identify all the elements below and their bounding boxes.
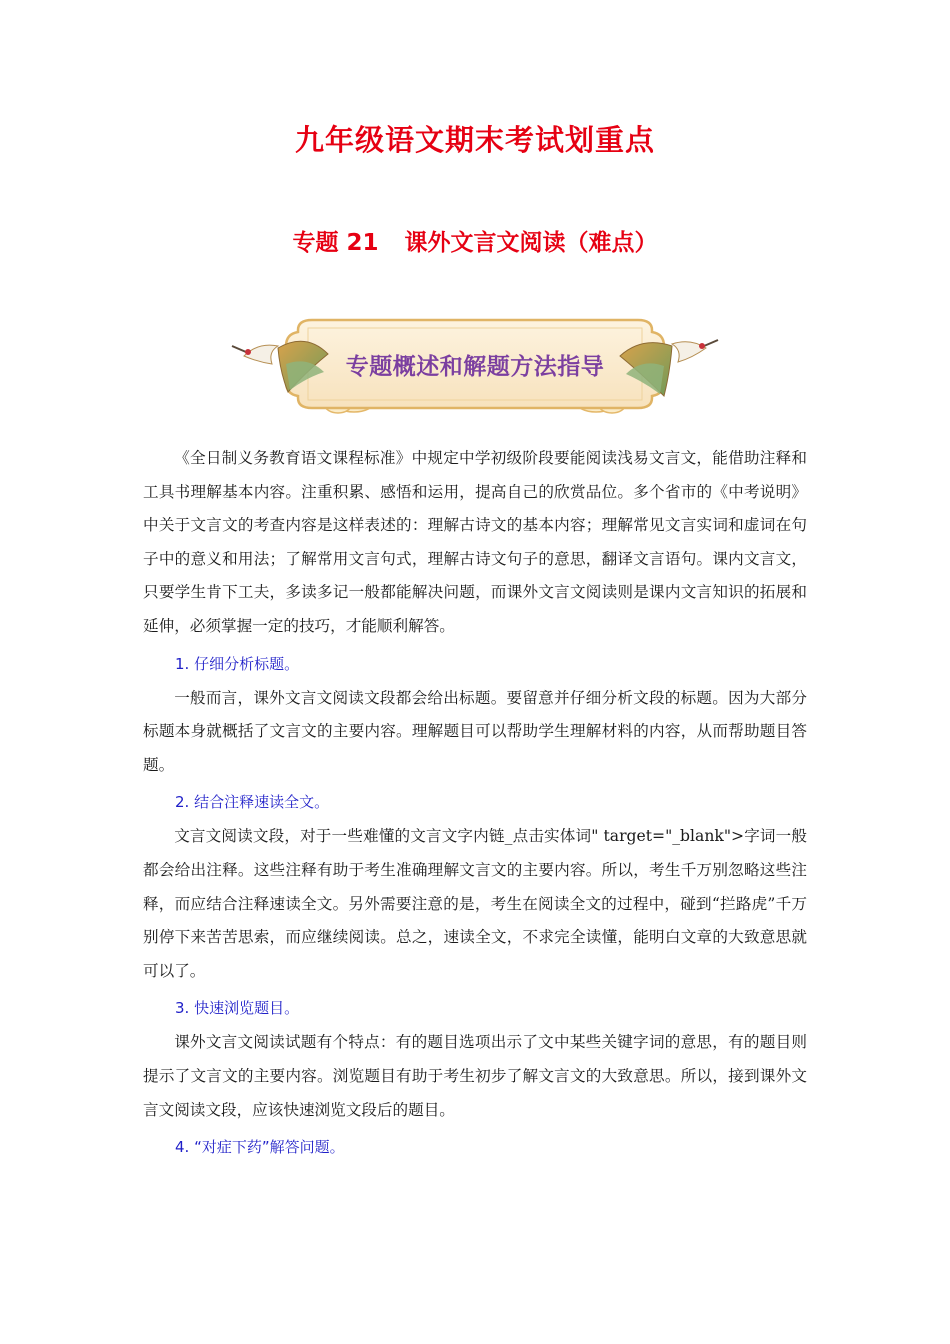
section-heading-3: 3. 快速浏览题目。: [175, 999, 300, 1018]
banner-title: 专题概述和解题方法指导: [345, 354, 605, 380]
intro-paragraph: 《全日制义务教育语文课程标准》中规定中学初级阶段要能阅读浅易文言文，能借助注释和工具书理解基本内容。注重积累、感悟和运用，提高自己的欣赏品位。多个省市的《中考说明》中关于文言文的考查内容是这样表述的：理解古诗文的基本内容；理解常见文言实词和虚词在句子中的意义和用法；了解常用文言句式，理解古诗文句子的意思，翻译文言语句。课内文言文，只要学生肯下工夫，多读多记一般都能解决问题，而课外文言文阅读则是课内文言知识的拓展和延伸，必须掌握一定的技巧，才能顺利解答。: [143, 449, 807, 635]
section-banner: [228, 312, 722, 416]
topic-name: 课外文言文阅读（难点）: [404, 230, 658, 256]
article-body: [143, 442, 807, 1165]
section-body-3: 课外文言文阅读试题有个特点：有的题目选项出示了文中某些关键字词的意思，有的题目则提示了文言文的主要内容。浏览题目有助于考生初步了解文言文的大致意思。所以，接到课外文言文阅读文段，应该快速浏览文段后的题目。: [143, 1033, 807, 1119]
page-title: 九年级语文期末考试划重点: [294, 123, 655, 157]
section-heading-2: 2. 结合注释速读全文。: [175, 793, 330, 812]
topic-number: 专题 21: [292, 230, 379, 256]
topic-subtitle: [0, 224, 950, 257]
section-heading-1: 1. 仔细分析标题。: [175, 654, 300, 673]
section-body-1: 一般而言，课外文言文阅读文段都会给出标题。要留意并仔细分析文段的标题。因为大部分标题本身就概括了文言文的主要内容。理解题目可以帮助学生理解材料的内容，从而帮助题目答题。: [143, 688, 807, 774]
section-heading-4: 4. “对症下药”解答问题。: [175, 1138, 345, 1157]
section-body-2: 文言文阅读文段，对于一些难懂的文言文字内链_点击实体词" target="_blank">字词一般都会给出注释。这些注释有助于考生准确理解文言文的主要内容。所以，考生千万别忽略这些注释，而应结合注释速读全文。另外需要注意的是，考生在阅读全文的过程中，碰到“拦路虎”千万别停下来苦苦思索，而应继续阅读。总之，速读全文，不求完全读懂，能明白文章的大致意思就可以了。: [143, 827, 807, 980]
